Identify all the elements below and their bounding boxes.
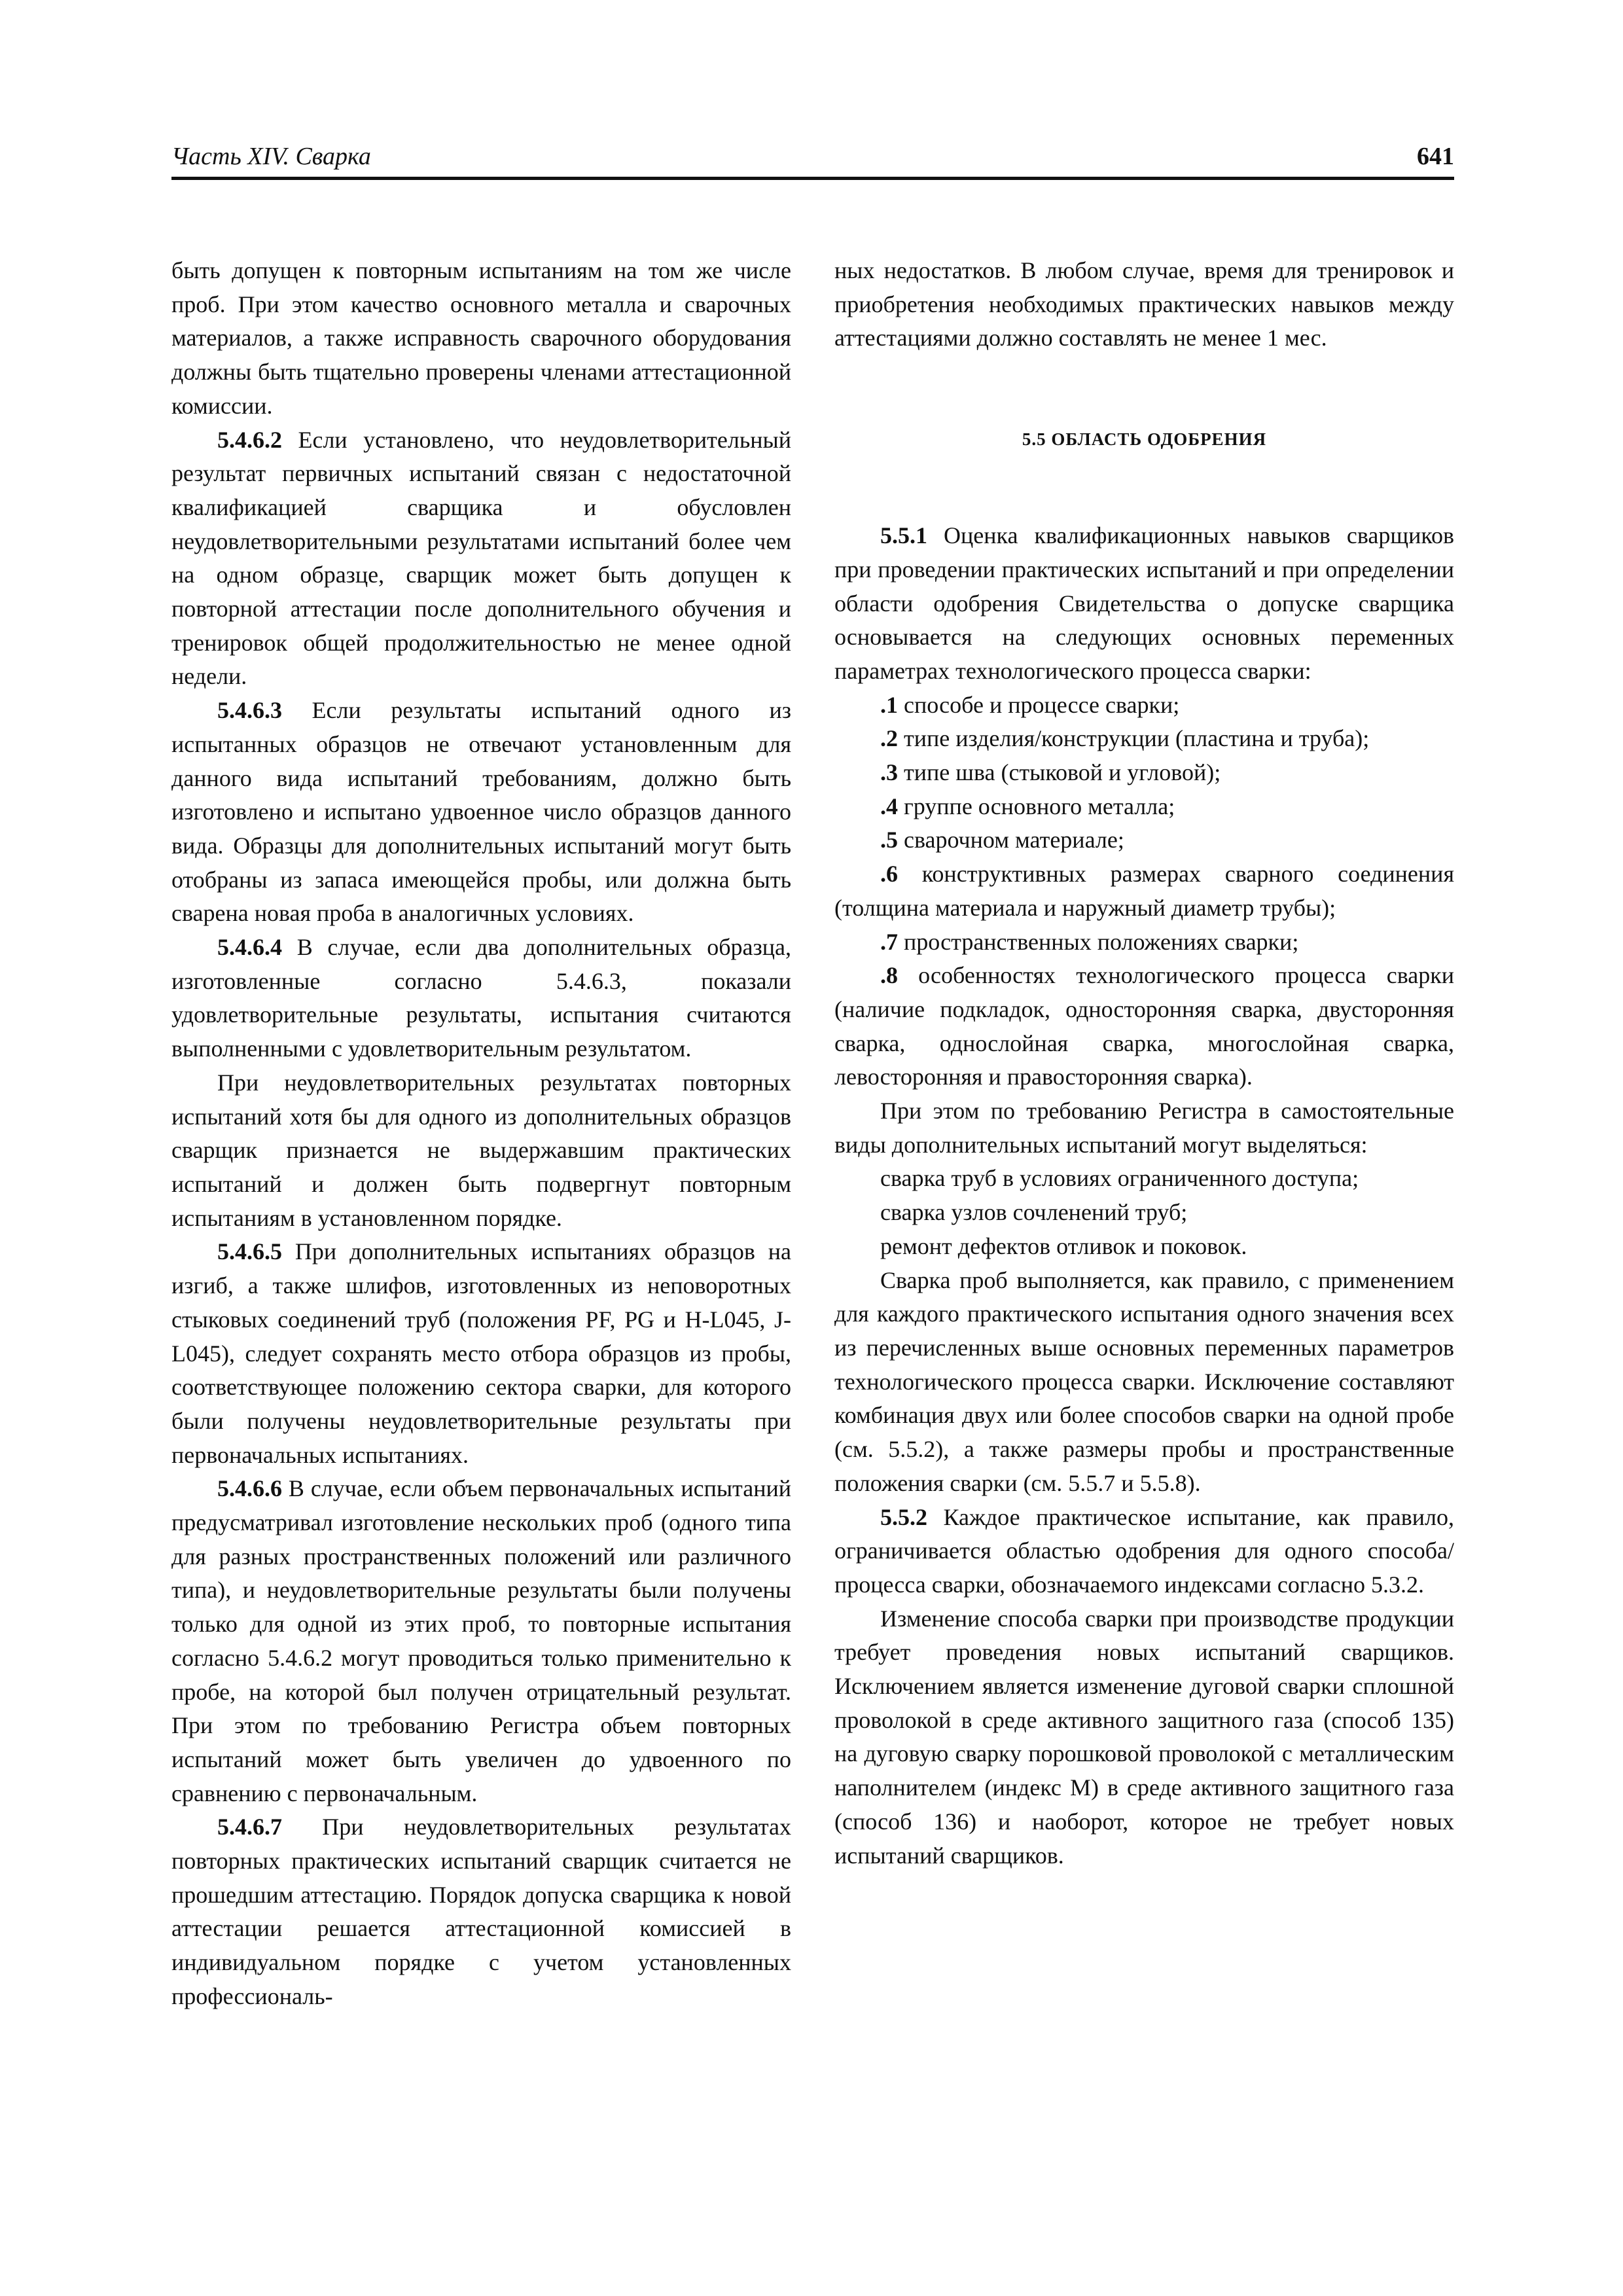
paragraph-text: пространственных положениях сварки;: [898, 928, 1299, 955]
paragraph: [171, 423, 791, 694]
paragraph: [834, 519, 1454, 689]
paragraph-text: быть допущен к повторным испытаниям на том же числе проб. При этом качество основного металла и сварочных материалов, а также исправность сварочного оборудования должны быть тщательно проверены членами аттестационной комиссии.: [171, 257, 791, 419]
paragraph: [171, 1235, 791, 1472]
clause-number: .4: [880, 793, 898, 819]
paragraph-text: Каждое практическое испытание, как правило, ограничивается областью одобрения для одного способа/процесса сварки, обозначаемого индексами согласно 5.3.2.: [834, 1503, 1454, 1598]
paragraph-text: Если результаты испытаний одного из испытанных образцов не отвечают установленным для данного вида испытаний требованиям, должно быть изготовлено и испытано удвоенное число образцов данного вида. Образцы для дополнительных испытаний могут быть отобраны из запаса имеющейся пробы, или должна быть сварена новая проба в аналогичных условиях.: [171, 697, 791, 927]
paragraph-text: ремонт дефектов отливок и поковок.: [880, 1232, 1247, 1259]
clause-number: 5.4.6.5: [217, 1238, 282, 1265]
paragraph-text: способе и процессе сварки;: [898, 691, 1180, 718]
paragraph-text: группе основного металла;: [898, 793, 1175, 819]
clause-number: 5.4.6.3: [217, 697, 282, 724]
clause-number: .6: [880, 861, 898, 888]
paragraph: [834, 1264, 1454, 1501]
clause-number: 5.4.6.6: [217, 1475, 282, 1502]
clause-number: .5: [880, 827, 898, 853]
clause-number: .7: [880, 928, 898, 955]
paragraph-text: типе изделия/конструкции (пластина и труба);: [898, 725, 1370, 752]
paragraph-text: особенностях технологического процесса сварки (наличие подкладок, односторонняя сварка, двусторонняя сварка, однослойная сварка, многослойная сварка, левосторонняя и правосторонняя сварка).: [834, 962, 1454, 1090]
paragraph-text: При дополнительных испытаниях образцов на изгиб, а также шлифов, изготовленных из неповоротных стыковых соединений труб (положения PF, PG и H-L045, J-L045), следует сохранять место отбора образцов из пробы, соответствующее положению сектора сварки, для которого были получены неудовлетворительные результаты при первоначальных испытаниях.: [171, 1238, 791, 1468]
section-title: 5.5 ОБЛАСТЬ ОДОБРЕНИЯ: [1022, 429, 1267, 450]
clause-number: 5.4.6.4: [217, 934, 282, 961]
paragraph: [834, 959, 1454, 1094]
paragraph: [171, 1066, 791, 1236]
paragraph: [171, 1810, 791, 2013]
paragraph-text: сварка труб в условиях ограниченного доступа;: [880, 1165, 1359, 1192]
paragraph: [834, 823, 1454, 857]
page-number: 641: [1417, 143, 1454, 170]
paragraph: [834, 925, 1454, 960]
paragraph: [834, 1196, 1454, 1230]
paragraph-text: типе шва (стыковой и угловой);: [898, 759, 1221, 786]
paragraph-text: В случае, если объем первоначальных испытаний предусматривал изготовление нескольких проб (одного типа для разных пространственных положений или различного типа), и неудовлетворительные результаты были получены только для одной из этих проб, то повторные испытания согласно 5.4.6.2 могут проводиться только применительно к пробе, на которой был получен отрицательный результат. При этом по требованию Регистра объем повторных испытаний может быть увеличен до удвоенного по сравнению с первоначальным.: [171, 1475, 791, 1806]
paragraph-text: конструктивных размерах сварного соединения (толщина материала и наружный диаметр трубы);: [834, 861, 1454, 921]
left-column: [171, 254, 791, 2014]
right-column: [834, 254, 1454, 1873]
paragraph: [834, 1230, 1454, 1264]
paragraph-text: В случае, если два дополнительных образца, изготовленные согласно 5.4.6.3, показали удовлетворительные результаты, испытания считаются выполненными с удовлетворительным результатом.: [171, 934, 791, 1062]
paragraph: [834, 1094, 1454, 1162]
clause-number: 5.5.1: [880, 522, 927, 549]
clause-number: 5.4.6.2: [217, 426, 282, 453]
paragraph: [171, 931, 791, 1066]
paragraph-text: ных недостатков. В любом случае, время для тренировок и приобретения необходимых практических навыков между аттестациями должно составлять не менее 1 мес.: [834, 257, 1454, 351]
clause-number: 5.4.6.7: [217, 1814, 282, 1840]
paragraph-text: Оценка квалификационных навыков сварщиков при проведении практических испытаний и при определении области одобрения Свидетельства о допуске сварщика основывается на следующих основных переменных параметрах технологического процесса сварки:: [834, 522, 1454, 684]
paragraph: [834, 1162, 1454, 1196]
paragraph: [834, 790, 1454, 824]
paragraph: [834, 1501, 1454, 1602]
paragraph-text: Если установлено, что неудовлетворительный результат первичных испытаний связан с недостаточной квалификацией сварщика и обусловлен неудовлетворительными результатами испытаний более чем на одном образце, сварщик может быть допущен к повторной аттестации после дополнительного обучения и тренировок общей продолжительностью не менее одной недели.: [171, 426, 791, 690]
paragraph-text: При этом по требованию Регистра в самостоятельные виды дополнительных испытаний могут выделяться:: [834, 1098, 1454, 1158]
paragraph: [171, 694, 791, 931]
paragraph-text: При неудовлетворительных результатах повторных испытаний хотя бы для одного из дополнительных образцов сварщик признается не выдержавшим практических испытаний и должен быть подвергнут повторным испытаниям в установленном порядке.: [171, 1069, 791, 1231]
paragraph: [834, 254, 1454, 355]
paragraph: [834, 722, 1454, 756]
paragraph-text: Сварка проб выполняется, как правило, с применением для каждого практического испытания одного значения всех из перечисленных выше основных переменных параметров технологического процесса сварки. Исключение составляют комбинация двух или более способов сварки на одной пробе (см. 5.5.2), а также размеры пробы и пространственные положения сварки (см. 5.5.7 и 5.5.8).: [834, 1266, 1454, 1496]
paragraph-text: сварочном материале;: [898, 827, 1124, 853]
paragraph-text: сварка узлов сочленений труб;: [880, 1199, 1188, 1226]
clause-number: 5.5.2: [880, 1503, 927, 1530]
paragraph: [834, 756, 1454, 790]
paragraph: [834, 1602, 1454, 1873]
page-header: [171, 140, 1454, 180]
paragraph-text: При неудовлетворительных результатах повторных практических испытаний сварщик считается не прошедшим аттестацию. Порядок допуска сварщика к новой аттестации решается аттестационной комиссией в индивидуальном порядке с учетом установленных профессиональ-: [171, 1814, 791, 2009]
clause-number: .3: [880, 759, 898, 786]
paragraph: [171, 254, 791, 423]
paragraph: [834, 689, 1454, 723]
clause-number: .2: [880, 725, 898, 752]
clause-number: .1: [880, 691, 898, 718]
running-title: Часть XIV. Сварка: [171, 143, 371, 170]
paragraph: [834, 857, 1454, 925]
paragraph-text: Изменение способа сварки при производстве продукции требует проведения новых испытаний сварщиков. Исключением является изменение дуговой сварки сплошной проволокой в среде активного защитного газа (способ 135) на дуговую сварку порошковой проволокой с металлическим наполнителем (индекс М) в среде активного защитного газа (способ 136) и наоборот, которое не требует новых испытаний сварщиков.: [834, 1605, 1454, 1869]
paragraph: [171, 1472, 791, 1810]
clause-number: .8: [880, 962, 898, 989]
